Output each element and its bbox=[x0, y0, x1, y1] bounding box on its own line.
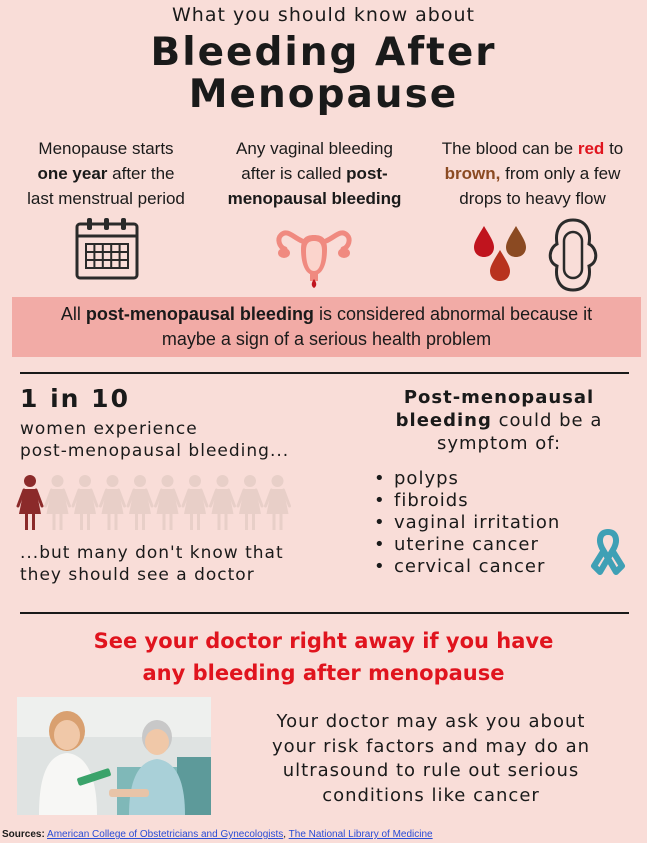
source-link-acog[interactable]: American College of Obstetricians and Gynecologists bbox=[47, 829, 284, 840]
fact-3-brown: brown, bbox=[444, 164, 501, 183]
stat-footer-line-2: they should see a doctor bbox=[20, 565, 255, 585]
list-item: • uterine cancer bbox=[374, 534, 624, 556]
symptoms-list bbox=[374, 468, 624, 578]
fact-3-red: red bbox=[577, 139, 605, 158]
doctor-line-2: your risk factors and may do an bbox=[271, 735, 591, 757]
doctor-line-4: conditions like cancer bbox=[322, 784, 540, 806]
banner-line-1 bbox=[61, 302, 592, 327]
symptoms-heading-rest: could be a bbox=[498, 410, 603, 431]
sources-label: Sources: bbox=[2, 829, 45, 840]
women-figures-chart bbox=[16, 474, 300, 534]
woman-figure bbox=[156, 475, 180, 530]
blood-drops-icon bbox=[470, 222, 532, 284]
fact-1-line-3: last menstrual period bbox=[27, 189, 185, 208]
alert-line-1: See your doctor right away if you have bbox=[93, 629, 554, 653]
sources-footer bbox=[2, 829, 642, 840]
stat-description bbox=[20, 418, 360, 462]
symptoms-heading-line-1 bbox=[368, 386, 630, 409]
fact-menopause-start bbox=[0, 136, 212, 211]
symptoms-heading-line-2 bbox=[368, 409, 630, 432]
list-item: • vaginal irritation bbox=[374, 512, 624, 534]
symptoms-heading-line-3: symptom of: bbox=[436, 433, 562, 454]
calendar-icon bbox=[74, 216, 140, 282]
doctor-line-3: ultrasound to rule out serious bbox=[282, 760, 580, 781]
alert-line-2: any bleeding after menopause bbox=[142, 661, 505, 685]
fact-3-post: from only a few bbox=[505, 164, 621, 183]
uterus-icon bbox=[275, 215, 353, 291]
banner-pre: All bbox=[60, 304, 81, 324]
stat-headline: 1 in 10 bbox=[20, 384, 130, 413]
woman-figure bbox=[101, 475, 125, 530]
sources-separator: , bbox=[283, 829, 287, 840]
subtitle: What you should know about bbox=[172, 4, 475, 26]
woman-figure bbox=[73, 475, 97, 530]
fact-1-line-1: Menopause starts bbox=[38, 139, 174, 158]
doctor-line-1: Your doctor may ask you about bbox=[276, 711, 586, 732]
woman-figure bbox=[183, 475, 207, 530]
stat-footer-line-1: ...but many don't know that bbox=[20, 543, 284, 563]
fact-1-line-2 bbox=[0, 161, 212, 186]
sanitary-pad-icon bbox=[545, 218, 601, 292]
doctor-patient-photo bbox=[17, 697, 211, 815]
woman-figure bbox=[211, 475, 235, 530]
cancer-ribbon-icon bbox=[588, 528, 628, 576]
source-link-nlm[interactable]: The National Library of Medicine bbox=[288, 829, 433, 840]
fact-1-bold: one year bbox=[37, 164, 108, 183]
symptoms-heading-bold-2: bleeding bbox=[395, 410, 492, 431]
symptoms-heading-bold: Post-menopausal bbox=[403, 387, 595, 408]
doctor-alert bbox=[0, 625, 647, 689]
title-line-2: Menopause bbox=[188, 72, 459, 117]
fact-1-post: after the bbox=[112, 164, 175, 183]
fact-2-line-1: Any vaginal bleeding bbox=[236, 139, 393, 158]
divider-top bbox=[20, 372, 629, 374]
list-item: • fibroids bbox=[374, 490, 624, 512]
fact-2-line-2 bbox=[212, 161, 417, 186]
woman-figure bbox=[266, 475, 290, 530]
fact-3-to: to bbox=[609, 139, 624, 158]
symptoms-heading bbox=[368, 386, 630, 455]
fact-2-line-3: menopausal bleeding bbox=[227, 189, 402, 208]
fact-2-bold: post- bbox=[346, 164, 388, 183]
banner-text bbox=[61, 302, 592, 352]
fact-3-line-3: drops to heavy flow bbox=[459, 189, 606, 208]
divider-bottom bbox=[20, 612, 629, 614]
doctor-explanation bbox=[222, 710, 640, 808]
page-title bbox=[0, 32, 647, 116]
banner-bold: post-menopausal bleeding bbox=[85, 304, 314, 324]
woman-figure-affected bbox=[18, 475, 42, 530]
fact-blood-color bbox=[418, 136, 647, 211]
woman-figure bbox=[46, 475, 70, 530]
list-item: • cervical cancer bbox=[374, 556, 624, 578]
woman-figure bbox=[128, 475, 152, 530]
fact-2-pre: after is called bbox=[241, 164, 342, 183]
stat-line-2: post-menopausal bleeding... bbox=[20, 441, 290, 461]
fact-3-pre: The blood can be bbox=[441, 139, 574, 158]
stat-footer bbox=[20, 542, 360, 586]
fact-postmenopausal-definition bbox=[212, 136, 417, 211]
abnormal-bleeding-banner bbox=[12, 297, 641, 357]
banner-post: is considered abnormal because it bbox=[318, 304, 593, 324]
fact-3-line-2 bbox=[418, 161, 647, 186]
banner-line-2: maybe a sign of a serious health problem bbox=[161, 329, 492, 349]
list-item: • polyps bbox=[374, 468, 624, 490]
stat-line-1: women experience bbox=[20, 419, 198, 439]
woman-figure bbox=[238, 475, 262, 530]
title-line-1: Bleeding After bbox=[150, 30, 497, 75]
fact-3-line-1 bbox=[418, 136, 647, 161]
